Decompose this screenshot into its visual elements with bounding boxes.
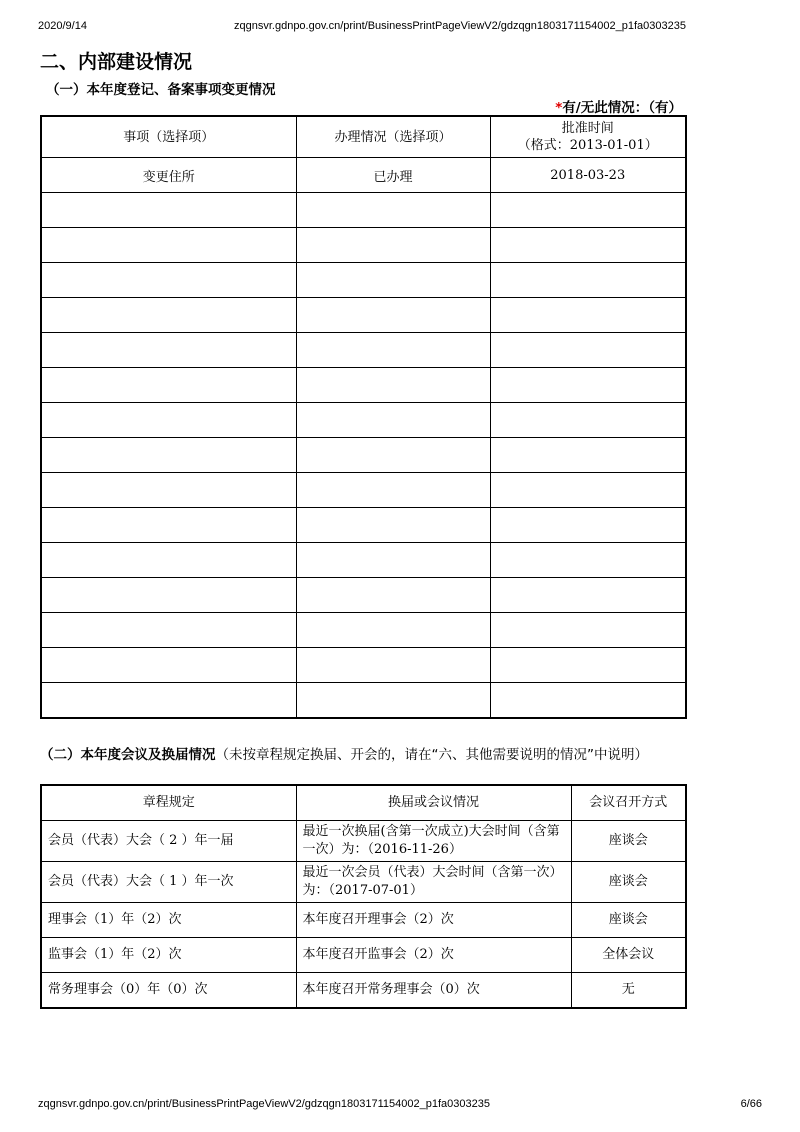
cell-status — [296, 473, 490, 508]
cell-meeting-info: 本年度召开理事会（2）次 — [296, 903, 571, 938]
cell-status — [296, 263, 490, 298]
cell-date — [490, 263, 686, 298]
cell-item — [41, 228, 296, 263]
cell-date — [490, 578, 686, 613]
cell-charter: 常务理事会（0）年（0）次 — [41, 973, 296, 1009]
cell-date — [490, 543, 686, 578]
table-row — [41, 683, 686, 719]
cell-date — [490, 228, 686, 263]
cell-item — [41, 403, 296, 438]
cell-meeting-info: 本年度召开监事会（2）次 — [296, 938, 571, 973]
section-title: 二、内部建设情况 — [40, 51, 193, 73]
cell-charter: 会员（代表）大会（ 2 ）年一届 — [41, 821, 296, 862]
cell-date — [490, 473, 686, 508]
table-row — [41, 648, 686, 683]
table-row — [41, 903, 686, 938]
cell-status — [296, 508, 490, 543]
table-row — [41, 862, 686, 903]
cell-status — [296, 578, 490, 613]
cell-date — [490, 648, 686, 683]
status-line — [555, 96, 682, 116]
cell-date — [490, 193, 686, 228]
cell-item — [41, 578, 296, 613]
cell-status: 已办理 — [296, 158, 490, 193]
cell-item: 变更住所 — [41, 158, 296, 193]
table-row — [41, 368, 686, 403]
cell-status — [296, 193, 490, 228]
cell-charter: 理事会（1）年（2）次 — [41, 903, 296, 938]
cell-status — [296, 683, 490, 719]
cell-item — [41, 648, 296, 683]
meetings-table — [40, 784, 687, 1009]
table-row — [41, 543, 686, 578]
required-star: * — [555, 100, 563, 116]
table-row — [41, 578, 686, 613]
cell-item — [41, 298, 296, 333]
header-item: 事项（选择项） — [41, 116, 296, 158]
cell-status — [296, 543, 490, 578]
cell-item — [41, 438, 296, 473]
table-row — [41, 158, 686, 193]
cell-item — [41, 508, 296, 543]
table-row — [41, 473, 686, 508]
header-status: 办理情况（选择项） — [296, 116, 490, 158]
cell-date — [490, 403, 686, 438]
cell-status — [296, 333, 490, 368]
cell-date — [490, 438, 686, 473]
table-header-row — [41, 116, 686, 158]
cell-meeting-info: 本年度召开常务理事会（0）次 — [296, 973, 571, 1009]
header-charter: 章程规定 — [41, 785, 296, 821]
cell-item — [41, 193, 296, 228]
cell-date — [490, 368, 686, 403]
table-row — [41, 263, 686, 298]
table-row — [41, 508, 686, 543]
table-row — [41, 333, 686, 368]
header-approval-date-line2: （格式：2013-01-01） — [517, 138, 658, 153]
cell-status — [296, 438, 490, 473]
print-url-header: zqgnsvr.gdnpo.gov.cn/print/BusinessPrintPageViewV2/gdzqgn1803171154002_p1fa0303235 — [234, 20, 686, 32]
meeting-note — [40, 745, 690, 765]
cell-meeting-info: 最近一次换届(含第一次成立)大会时间（含第一次）为：（2016-11-26） — [296, 821, 571, 862]
cell-status — [296, 228, 490, 263]
cell-method: 无 — [571, 973, 686, 1009]
cell-item — [41, 473, 296, 508]
cell-date: 2018-03-23 — [490, 158, 686, 193]
cell-method: 座谈会 — [571, 862, 686, 903]
header-approval-date-line1: 批准时间 — [561, 121, 614, 136]
cell-item — [41, 543, 296, 578]
cell-item — [41, 368, 296, 403]
changes-table — [40, 115, 687, 719]
cell-status — [296, 648, 490, 683]
cell-method: 座谈会 — [571, 903, 686, 938]
cell-status — [296, 613, 490, 648]
cell-date — [490, 683, 686, 719]
cell-status — [296, 403, 490, 438]
meeting-subtitle: （二）本年度会议及换届情况 — [40, 747, 216, 763]
table-row — [41, 938, 686, 973]
cell-date — [490, 613, 686, 648]
cell-date — [490, 508, 686, 543]
cell-meeting-info: 最近一次会员（代表）大会时间（含第一次）为：（2017-07-01） — [296, 862, 571, 903]
cell-item — [41, 683, 296, 719]
table-row — [41, 228, 686, 263]
table-header-row — [41, 785, 686, 821]
cell-date — [490, 298, 686, 333]
cell-charter: 监事会（1）年（2）次 — [41, 938, 296, 973]
table-row — [41, 973, 686, 1009]
cell-status — [296, 298, 490, 333]
cell-item — [41, 263, 296, 298]
cell-item — [41, 333, 296, 368]
header-method: 会议召开方式 — [571, 785, 686, 821]
table-row — [41, 298, 686, 333]
print-date: 2020/9/14 — [38, 20, 87, 32]
meeting-subtitle-note: （未按章程规定换届、开会的，请在“六、其他需要说明的情况”中说明） — [215, 747, 648, 763]
status-text: 有/无此情况：（有） — [562, 100, 682, 116]
cell-method: 座谈会 — [571, 821, 686, 862]
page-number: 6/66 — [740, 1098, 762, 1110]
cell-charter: 会员（代表）大会（ 1 ）年一次 — [41, 862, 296, 903]
table-row — [41, 193, 686, 228]
cell-date — [490, 333, 686, 368]
cell-item — [41, 613, 296, 648]
table-row — [41, 438, 686, 473]
subsection-title-changes: （一）本年度登记、备案事项变更情况 — [46, 82, 276, 98]
table-row — [41, 821, 686, 862]
table-row — [41, 613, 686, 648]
cell-method: 全体会议 — [571, 938, 686, 973]
print-url-footer: zqgnsvr.gdnpo.gov.cn/print/BusinessPrintPageViewV2/gdzqgn1803171154002_p1fa0303235 — [38, 1098, 490, 1110]
header-meeting-info: 换届或会议情况 — [296, 785, 571, 821]
table-row — [41, 403, 686, 438]
cell-status — [296, 368, 490, 403]
header-approval-date — [490, 116, 686, 158]
